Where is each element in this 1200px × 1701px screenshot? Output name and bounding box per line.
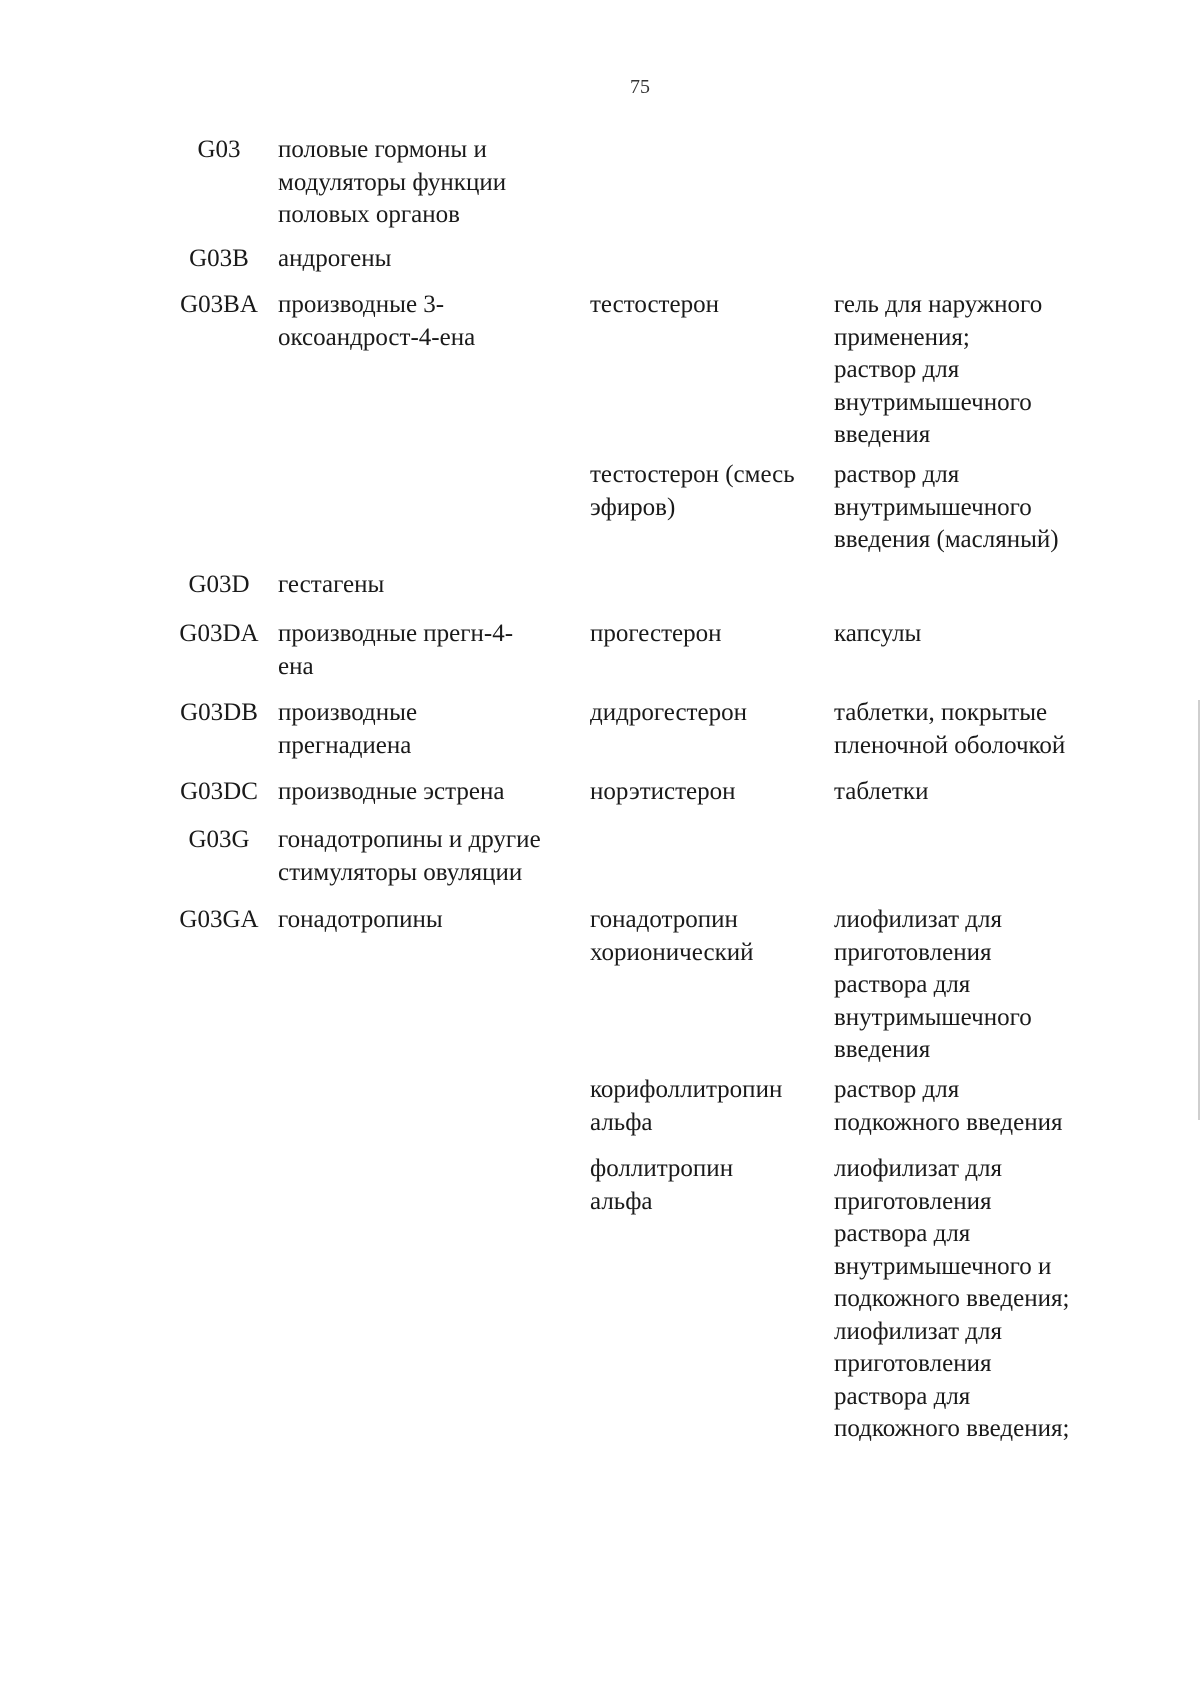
dosage-form [834, 1153, 1069, 1446]
group-name-line: производные [278, 699, 418, 726]
dosage-form [834, 904, 1032, 1067]
dosage-form-line: введения (масляный) [834, 526, 1059, 553]
drug-name [590, 459, 795, 524]
drug-name [590, 776, 736, 809]
drug-name [590, 904, 753, 969]
dosage-form-line: пленочной оболочкой [834, 731, 1066, 759]
dosage-form-line: применения; [834, 323, 970, 351]
group-name-line: прегнадиена [278, 731, 412, 759]
dosage-form [834, 776, 928, 809]
group-name-line: производные эстрена [278, 778, 505, 805]
group-name [278, 697, 417, 762]
atc-code: G03G [188, 826, 250, 853]
drug-name-line: дидрогестерон [590, 699, 747, 726]
dosage-form-line: подкожного введения; [834, 1285, 1070, 1312]
drug-name-line: норэтистерон [590, 778, 736, 805]
drug-name [590, 289, 719, 322]
group-name-line: гонадотропины [278, 906, 443, 933]
dosage-form [834, 697, 1065, 762]
dosage-form-line: таблетки [834, 778, 929, 805]
dosage-form-line: лиофилизат для [834, 1317, 1002, 1345]
atc-code: G03DC [180, 778, 258, 805]
dosage-form-line: раствора для [834, 1220, 971, 1247]
group-name [278, 289, 475, 354]
group-name-line: модуляторы функции [278, 168, 507, 196]
group-name [278, 569, 384, 602]
group-name-line: стимуляторы овуляции [278, 858, 523, 886]
drug-name-line: корифоллитропин [590, 1076, 783, 1103]
group-name-line: производные прегн-4- [278, 620, 514, 647]
drug-name-line: альфа [590, 1108, 653, 1136]
drug-name-line: прогестерон [590, 620, 722, 647]
dosage-form-line: раствора для [834, 1382, 971, 1410]
dosage-form-line: внутримышечного [834, 493, 1032, 521]
dosage-form-line: гель для наружного [834, 291, 1043, 318]
dosage-form [834, 618, 921, 651]
dosage-form-line: раствора для [834, 971, 971, 998]
drug-name [590, 1074, 782, 1139]
dosage-form-line: приготовления [834, 1350, 992, 1377]
group-name-line: половых органов [278, 201, 460, 228]
drug-name [590, 697, 747, 730]
atc-code: G03D [188, 571, 250, 598]
group-name-line: оксоандрост-4-ена [278, 323, 476, 351]
group-name-line: производные 3- [278, 291, 445, 318]
atc-code: G03GA [179, 906, 259, 933]
dosage-form-line: таблетки, покрытые [834, 699, 1048, 726]
dosage-form-line: подкожного введения [834, 1108, 1063, 1136]
dosage-form-line: внутримышечного и [834, 1252, 1052, 1280]
drug-name-line: тестостерон [590, 291, 719, 318]
atc-code: G03DB [180, 699, 258, 726]
group-name-line: гестагены [278, 571, 385, 598]
drug-name-line: эфиров) [590, 493, 676, 521]
dosage-form-line: лиофилизат для [834, 1155, 1002, 1182]
group-name [278, 134, 506, 232]
group-name [278, 824, 541, 889]
group-name-line: гонадотропины и другие [278, 826, 541, 853]
dosage-form-line: приготовления [834, 938, 992, 966]
atc-code: G03B [189, 245, 249, 272]
group-name-line: половые гормоны и [278, 136, 487, 163]
group-name-line: ена [278, 652, 314, 680]
group-name [278, 904, 443, 937]
page-number: 75 [630, 76, 650, 98]
dosage-form-line: подкожного введения; [834, 1415, 1070, 1442]
drug-name-line: фоллитропин [590, 1155, 734, 1182]
dosage-form-line: капсулы [834, 620, 922, 647]
atc-code: G03DA [179, 620, 259, 647]
dosage-form [834, 1074, 1062, 1139]
dosage-form [834, 459, 1059, 557]
group-name [278, 618, 513, 683]
dosage-form-line: лиофилизат для [834, 906, 1002, 933]
drug-name-line: тестостерон (смесь [590, 461, 795, 488]
group-name-line: андрогены [278, 245, 392, 272]
drug-name [590, 1153, 733, 1218]
dosage-form-line: введения [834, 421, 931, 448]
drug-name [590, 618, 722, 651]
dosage-form-line: внутримышечного [834, 1003, 1032, 1031]
dosage-form-line: внутримышечного [834, 388, 1032, 416]
dosage-form-line: введения [834, 1036, 931, 1063]
dosage-form-line: раствор для [834, 1076, 960, 1103]
drug-name-line: альфа [590, 1187, 653, 1215]
dosage-form [834, 289, 1042, 452]
group-name [278, 776, 504, 809]
drug-name-line: хорионический [590, 938, 754, 966]
group-name [278, 243, 391, 276]
dosage-form-line: раствор для [834, 356, 960, 383]
dosage-form-line: раствор для [834, 461, 960, 488]
dosage-form-line: приготовления [834, 1187, 992, 1215]
atc-code: G03 [197, 136, 241, 163]
drug-name-line: гонадотропин [590, 906, 738, 933]
atc-code: G03BA [180, 291, 258, 318]
